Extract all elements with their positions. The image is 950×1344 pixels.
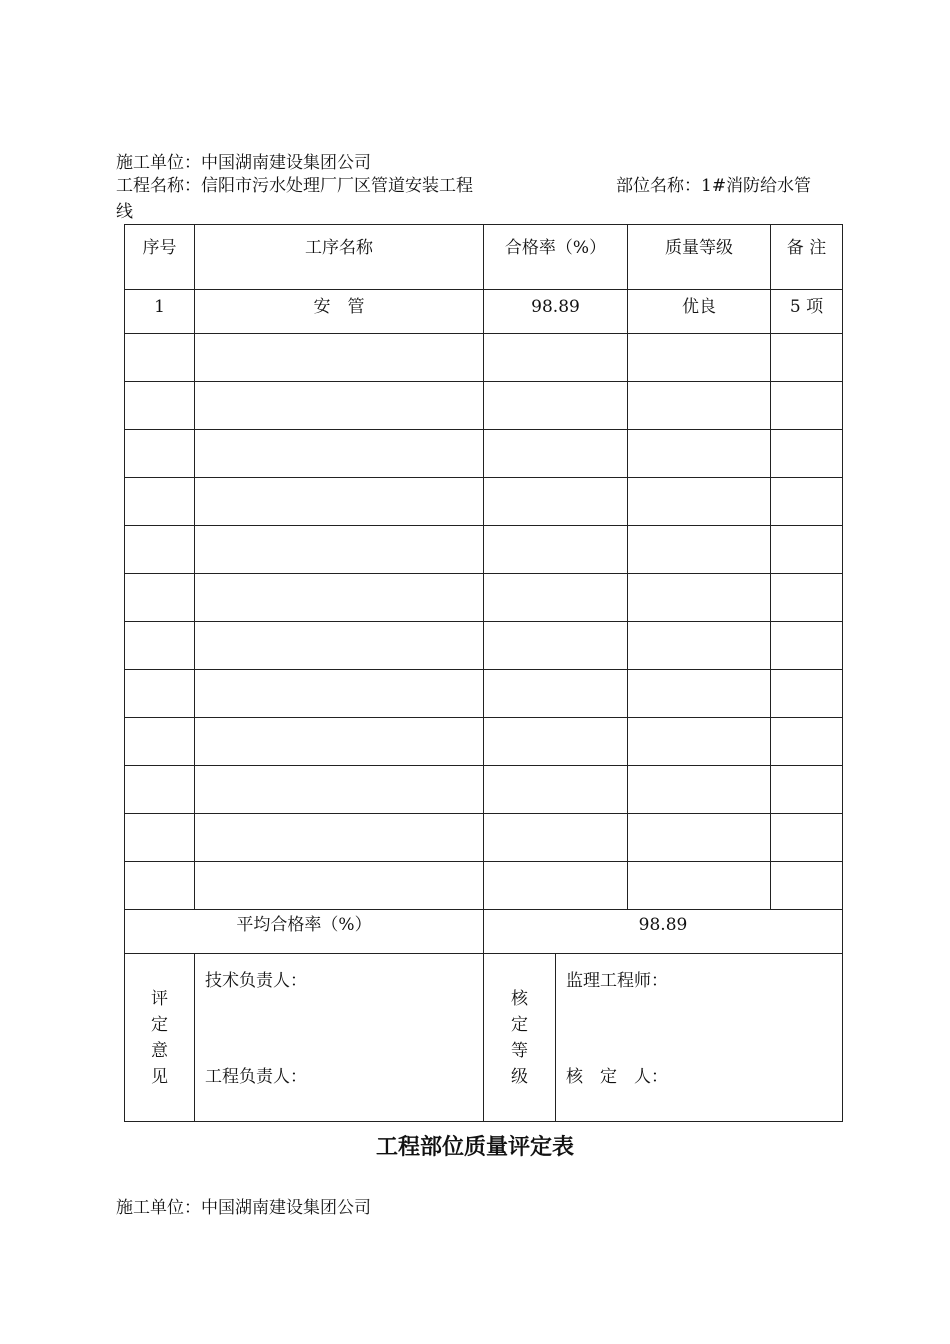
evaluation-row	[125, 954, 843, 1122]
part-name-wrap: 线	[116, 202, 133, 222]
project-lead-label: 工程负责人：	[205, 1067, 307, 1087]
verify-grade-label: 核 定 等 级	[484, 954, 556, 1122]
table-row	[125, 718, 843, 766]
col-header-rate: 合格率（%）	[484, 225, 628, 290]
tech-lead-label: 技术负责人：	[205, 971, 307, 991]
average-rate-row	[125, 910, 843, 954]
evaluation-label: 评 定 意 见	[125, 954, 195, 1122]
quality-table	[124, 224, 843, 1122]
supervisor-label: 监理工程师：	[566, 971, 668, 991]
table-row	[125, 290, 843, 334]
table-row	[125, 478, 843, 526]
row-rate: 98.89	[484, 290, 628, 334]
table-row	[125, 670, 843, 718]
row-process: 安 管	[195, 290, 484, 334]
table-row	[125, 574, 843, 622]
verify-signatures	[556, 954, 843, 1122]
table-row	[125, 382, 843, 430]
average-rate-label: 平均合格率（%）	[125, 910, 484, 954]
average-rate-value: 98.89	[484, 910, 843, 954]
col-header-grade: 质量等级	[628, 225, 771, 290]
table-row	[125, 862, 843, 910]
row-grade: 优良	[628, 290, 771, 334]
col-header-note: 备 注	[771, 225, 843, 290]
verifier-label: 核 定 人：	[566, 1067, 668, 1087]
table-row	[125, 766, 843, 814]
col-header-process: 工序名称	[195, 225, 484, 290]
construction-unit: 施工单位：中国湖南建设集团公司	[116, 153, 371, 173]
page-title: 工程部位质量评定表	[375, 1134, 574, 1160]
part-name: 部位名称：1#消防给水管	[616, 176, 812, 196]
table-header-row	[125, 225, 843, 290]
table-row	[125, 334, 843, 382]
col-header-no: 序号	[125, 225, 195, 290]
evaluation-signatures	[195, 954, 484, 1122]
table-row	[125, 430, 843, 478]
row-note: 5 项	[771, 290, 843, 334]
table-row	[125, 526, 843, 574]
table-row	[125, 622, 843, 670]
project-name: 工程名称：信阳市污水处理厂厂区管道安装工程	[116, 176, 473, 196]
construction-unit-footer: 施工单位：中国湖南建设集团公司	[116, 1198, 371, 1218]
row-no: 1	[125, 290, 195, 334]
table-row	[125, 814, 843, 862]
